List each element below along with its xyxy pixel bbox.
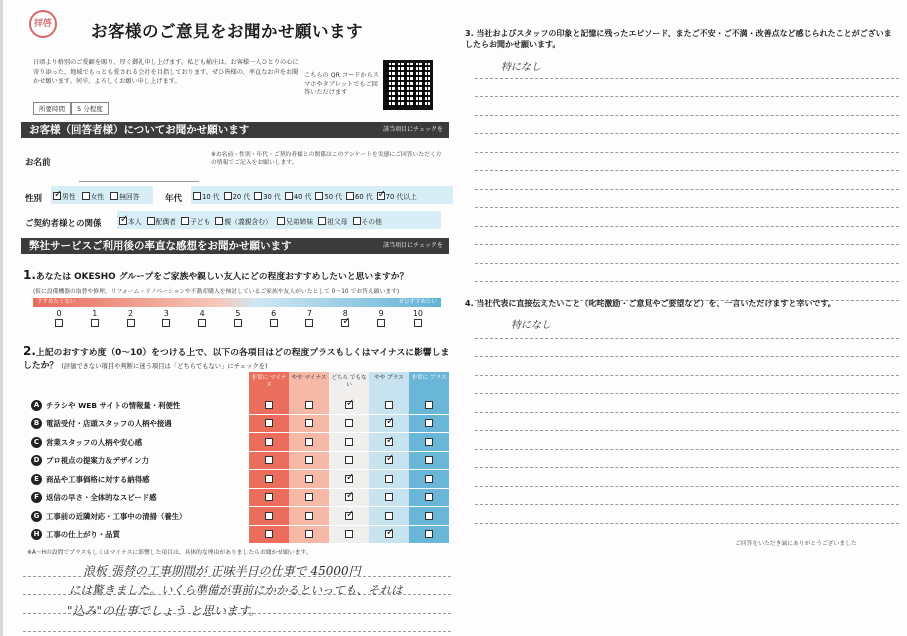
age-checkbox[interactable] xyxy=(193,192,201,200)
gender-option-label: 無回答 xyxy=(119,193,140,201)
rating-checkbox[interactable] xyxy=(265,530,273,538)
age-options xyxy=(193,191,417,201)
age-option[interactable] xyxy=(254,191,281,201)
age-option[interactable] xyxy=(346,191,373,201)
rating-checkbox[interactable] xyxy=(345,419,353,427)
answer-line[interactable] xyxy=(475,116,899,135)
answer-line[interactable] xyxy=(475,190,899,209)
scale-number: 4 xyxy=(199,309,205,318)
scale-checkbox[interactable] xyxy=(270,319,278,327)
rating-checkbox[interactable] xyxy=(345,493,353,501)
row-badge: B xyxy=(31,418,42,429)
row-text: 返信の早さ・全体的なスピード感 xyxy=(46,493,157,503)
intro-text: 日頃より格別のご愛顧を賜り、厚く御礼申し上げます。私ども桶庄は、お客様一人ひとりの心に寄り添った、地域でもっとも愛される会社を目指しております。ぜひ皆様の、率直なお声をお聞かせ願います。何卒、よろしくお願い申し上げます。 xyxy=(33,59,299,85)
rating-cell[interactable] xyxy=(409,433,449,452)
rating-checkbox[interactable] xyxy=(425,475,433,483)
relation-checkbox[interactable] xyxy=(119,217,127,225)
age-checkbox[interactable] xyxy=(224,192,232,200)
rating-checkbox[interactable] xyxy=(305,512,313,520)
row-text: 商品や工事価格に対する納得感 xyxy=(46,474,150,484)
gender-checkbox[interactable] xyxy=(110,192,118,200)
row-label xyxy=(31,492,249,503)
rating-checkbox[interactable] xyxy=(305,456,313,464)
rating-checkbox[interactable] xyxy=(425,493,433,501)
scale-checkbox[interactable] xyxy=(341,319,349,327)
rating-checkbox[interactable] xyxy=(305,475,313,483)
q4-title xyxy=(465,298,895,309)
relation-checkbox[interactable] xyxy=(353,217,361,225)
row-text: 営業スタッフの人柄や安心感 xyxy=(46,437,143,447)
scale-checkbox[interactable] xyxy=(414,319,422,327)
rating-checkbox[interactable] xyxy=(265,512,273,520)
age-option[interactable] xyxy=(377,191,417,201)
answer-line[interactable] xyxy=(475,245,899,264)
q2-number: 2. xyxy=(23,344,36,358)
relation-checkbox[interactable] xyxy=(318,217,326,225)
age-checkbox[interactable] xyxy=(285,192,293,200)
rating-checkbox[interactable] xyxy=(425,401,433,409)
rating-cell[interactable] xyxy=(289,415,329,434)
column-header: やや マイナス xyxy=(289,372,329,396)
relation-option[interactable] xyxy=(181,216,210,226)
age-label: 年代 xyxy=(165,194,183,204)
age-option[interactable] xyxy=(224,191,251,201)
scale-number: 9 xyxy=(378,309,384,318)
rating-cell[interactable] xyxy=(409,396,449,415)
recommend-scale xyxy=(33,298,441,327)
row-label xyxy=(31,511,249,522)
rating-checkbox[interactable] xyxy=(265,493,273,501)
scale-option[interactable] xyxy=(305,309,313,327)
scale-number: 5 xyxy=(235,309,241,318)
relation-checkbox[interactable] xyxy=(181,217,189,225)
rating-checkbox[interactable] xyxy=(345,401,353,409)
rating-checkbox[interactable] xyxy=(265,475,273,483)
age-option-label: 30 代 xyxy=(263,193,281,201)
rating-checkbox[interactable] xyxy=(345,475,353,483)
relation-option[interactable] xyxy=(353,216,382,226)
rating-cell[interactable] xyxy=(369,396,409,415)
rating-checkbox[interactable] xyxy=(345,512,353,520)
relation-option-label: 親（義親含む） xyxy=(224,218,272,226)
table-row xyxy=(31,433,453,452)
answer-line[interactable] xyxy=(475,394,899,413)
rating-checkbox[interactable] xyxy=(305,401,313,409)
answer-line[interactable] xyxy=(475,431,899,450)
rating-cell[interactable] xyxy=(409,470,449,489)
section1-header xyxy=(21,122,449,138)
rating-checkbox[interactable] xyxy=(385,438,393,446)
relation-options xyxy=(119,216,382,226)
scale-checkbox[interactable] xyxy=(91,319,99,327)
handwritten-line-1: 浪板 張替の工事期間が 正味半日の仕事で 45000円 xyxy=(83,564,361,578)
q3-text: 当社およびスタッフの印象と記憶に残ったエピソード、またご不安・ご不満・改善点など感じられたことがございましたらお聞かせ願います。 xyxy=(465,29,892,49)
table-row xyxy=(31,507,453,526)
row-badge: F xyxy=(31,492,42,503)
rating-checkbox[interactable] xyxy=(345,530,353,538)
gender-checkbox[interactable] xyxy=(53,192,61,200)
answer-line[interactable] xyxy=(475,208,899,227)
scale-checkbox[interactable] xyxy=(127,319,135,327)
age-option-label: 40 代 xyxy=(293,193,312,201)
rating-checkbox[interactable] xyxy=(385,401,393,409)
rating-checkbox[interactable] xyxy=(265,419,273,427)
row-text: 工事の仕上がり・品質 xyxy=(46,530,120,540)
table-row xyxy=(31,470,453,489)
scale-number: 1 xyxy=(92,309,98,318)
rating-cell[interactable] xyxy=(249,396,289,415)
gender-options xyxy=(53,191,140,201)
scale-number: 2 xyxy=(128,309,134,318)
rating-checkbox[interactable] xyxy=(305,530,313,538)
rating-cell[interactable] xyxy=(409,526,449,545)
impact-table-body xyxy=(31,396,453,544)
column-header: どちら でもない xyxy=(329,372,369,396)
section2-title: 弊社サービスご利用後の率直な感想をお聞かせ願います xyxy=(29,240,292,252)
relation-option[interactable] xyxy=(215,216,272,226)
answer-line[interactable] xyxy=(475,450,899,469)
age-option-label: 70 代以上 xyxy=(385,193,417,201)
rating-checkbox[interactable] xyxy=(305,493,313,501)
rating-checkbox[interactable] xyxy=(385,512,393,520)
rating-cell[interactable] xyxy=(289,396,329,415)
q3-number: 3. xyxy=(465,29,474,38)
rating-cell[interactable] xyxy=(289,526,329,545)
relation-option-label: 配偶者 xyxy=(155,218,176,226)
scale-option[interactable] xyxy=(341,309,349,327)
answer-line[interactable] xyxy=(475,264,899,283)
gender-option[interactable] xyxy=(110,191,139,201)
table-row xyxy=(31,489,453,508)
answer-line[interactable] xyxy=(475,171,899,190)
rating-cell[interactable] xyxy=(409,415,449,434)
row-text: 電話受付・店頭スタッフの人柄や接遇 xyxy=(46,419,172,429)
row-badge: A xyxy=(31,400,42,411)
scale-number: 10 xyxy=(412,309,423,318)
rating-cell[interactable] xyxy=(329,470,369,489)
scale-number: 0 xyxy=(56,309,62,318)
rating-cell[interactable] xyxy=(249,489,289,508)
answer-line[interactable] xyxy=(475,487,899,506)
rating-checkbox[interactable] xyxy=(425,438,433,446)
q1-title xyxy=(23,268,408,282)
stamp-seal: 拝啓 xyxy=(29,10,57,38)
rating-cell[interactable] xyxy=(329,452,369,471)
age-option-label: 10 代 xyxy=(202,193,220,201)
age-checkbox[interactable] xyxy=(346,192,354,200)
rating-checkbox[interactable] xyxy=(265,438,273,446)
row-label xyxy=(31,418,249,429)
scale-checkbox[interactable] xyxy=(55,319,63,327)
answer-line[interactable] xyxy=(475,60,899,79)
time-value: 5 分程度 xyxy=(71,102,109,115)
rating-cell[interactable] xyxy=(369,526,409,545)
answer-line[interactable] xyxy=(475,134,899,153)
scale-option[interactable] xyxy=(377,309,385,327)
rating-checkbox[interactable] xyxy=(385,419,393,427)
rating-cell[interactable] xyxy=(289,507,329,526)
scale-option[interactable] xyxy=(413,309,423,327)
age-option-label: 20 代 xyxy=(232,193,251,201)
answer-line[interactable] xyxy=(475,468,899,487)
gender-option-label: 男性 xyxy=(62,193,76,201)
rating-cell[interactable] xyxy=(369,507,409,526)
age-option[interactable] xyxy=(315,191,342,201)
relation-option[interactable] xyxy=(119,216,142,226)
q4-answer-lines[interactable] xyxy=(475,320,899,524)
q3-answer-lines[interactable] xyxy=(475,60,899,301)
relation-option-label: 子ども xyxy=(189,218,211,226)
section2-check-note: 該当項目にチェックを xyxy=(383,242,443,249)
qr-caption: こちらの QR コードからスマホやタブレットでもご回答いただけます xyxy=(304,72,379,96)
qr-code-icon[interactable] xyxy=(383,60,433,110)
scale-gradient-bar xyxy=(33,298,441,307)
rating-checkbox[interactable] xyxy=(385,456,393,464)
q4-answer: 特になし xyxy=(511,320,551,331)
section1-check-note: 該当項目にチェックを xyxy=(383,126,443,133)
handwritten-line-2: には驚きました。いくら準備が事前にかかるといっても、それは xyxy=(69,583,403,597)
q2-title xyxy=(23,345,451,373)
rating-checkbox[interactable] xyxy=(305,438,313,446)
scale-high-label: ぜひすすめたい xyxy=(398,299,437,305)
table-row xyxy=(31,526,453,545)
age-option[interactable] xyxy=(285,191,312,201)
answer-line[interactable] xyxy=(475,376,899,395)
row-badge: H xyxy=(31,529,42,540)
q2-note: (評価できない項目や判断に迷う項目は「どちらでもない」にチェックを) xyxy=(61,363,268,370)
scale-option[interactable] xyxy=(234,309,242,327)
row-label xyxy=(31,455,249,466)
rating-cell[interactable] xyxy=(249,470,289,489)
row-label xyxy=(31,474,249,485)
q2-text: 上記のおすすめ度（0〜10）をつける上で、以下の各項目はどの程度プラスもしくはマイナスに影響しましたか？ xyxy=(23,348,450,371)
rating-cell[interactable] xyxy=(249,433,289,452)
scale-option[interactable] xyxy=(270,309,278,327)
q1-note: (仮に設備機器の取替や修理、リフォーム・リノベーションや不動産購入を検討しているご家族や友人がいたとして 0〜10 でお答え願います) xyxy=(33,289,400,295)
rating-cell[interactable] xyxy=(249,452,289,471)
rating-checkbox[interactable] xyxy=(385,493,393,501)
rating-checkbox[interactable] xyxy=(345,456,353,464)
answer-line[interactable] xyxy=(475,357,899,376)
rating-cell[interactable] xyxy=(329,507,369,526)
answer-line[interactable] xyxy=(475,320,899,339)
scale-number: 8 xyxy=(342,309,348,318)
rating-cell[interactable] xyxy=(249,526,289,545)
scale-numbers xyxy=(33,307,441,327)
name-note: ※お名前・性別・年代・ご契約者様との関係はこのアンケートを実態にご回答いただく方の情報でご記入をお願いします。 xyxy=(211,152,442,166)
age-option-label: 50 代 xyxy=(324,193,343,201)
handwritten-line-3: "込み"の仕事でしょう と思います。 xyxy=(67,604,261,618)
rating-cell[interactable] xyxy=(329,526,369,545)
answer-line[interactable] xyxy=(475,505,899,524)
rating-checkbox[interactable] xyxy=(265,401,273,409)
row-badge: G xyxy=(31,511,42,522)
thanks-note: ご回答をいただき誠にありがとうございました xyxy=(735,541,857,547)
scale-number: 6 xyxy=(271,309,277,318)
scale-checkbox[interactable] xyxy=(234,319,242,327)
scale-checkbox[interactable] xyxy=(162,319,170,327)
q1-number: 1. xyxy=(23,268,36,282)
scale-number: 3 xyxy=(163,309,169,318)
scale-checkbox[interactable] xyxy=(377,319,385,327)
age-checkbox[interactable] xyxy=(377,192,385,200)
age-option-label: 60 代 xyxy=(355,193,373,201)
row-label xyxy=(31,529,249,540)
time-estimate xyxy=(33,102,109,115)
rating-checkbox[interactable] xyxy=(305,419,313,427)
rating-cell[interactable] xyxy=(249,507,289,526)
scale-option[interactable] xyxy=(198,309,206,327)
q3-answer: 特になし xyxy=(501,62,541,73)
rating-cell[interactable] xyxy=(409,489,449,508)
relation-option-label: 兄弟姉妹 xyxy=(285,218,314,226)
answer-line[interactable] xyxy=(475,79,899,98)
rating-cell[interactable] xyxy=(289,433,329,452)
rating-checkbox[interactable] xyxy=(385,530,393,538)
table-row xyxy=(31,415,453,434)
relation-option-label: 祖父母 xyxy=(327,218,348,226)
rating-cell[interactable] xyxy=(369,433,409,452)
rating-checkbox[interactable] xyxy=(425,530,433,538)
scale-option[interactable] xyxy=(91,309,99,327)
table-row xyxy=(31,396,453,415)
section2-header xyxy=(21,238,449,254)
rating-cell[interactable] xyxy=(329,433,369,452)
page-title: お客様のご意見をお聞かせ願います xyxy=(91,22,363,41)
q4-number: 4. xyxy=(465,299,474,308)
rating-checkbox[interactable] xyxy=(425,512,433,520)
age-option[interactable] xyxy=(193,191,220,201)
q1-text: あなたは OKESHO グループをご家族や親しい友人にどの程度おすすめしたいと思いますか？ xyxy=(35,272,409,282)
scale-number: 7 xyxy=(306,309,313,318)
answer-line[interactable] xyxy=(475,97,899,116)
q4-text: 当社代表に直接伝えたいこと（叱咤激励・ご意見やご要望など）を、一言いただけますと幸いです。 xyxy=(476,299,836,308)
relation-checkbox[interactable] xyxy=(277,217,285,225)
relation-option[interactable] xyxy=(147,216,176,226)
rating-cell[interactable] xyxy=(329,415,369,434)
rating-cell[interactable] xyxy=(249,415,289,434)
answer-line[interactable] xyxy=(475,413,899,432)
ah-footnote: ※A〜Hの設問でプラスもしくはマイナスに影響した項目は、具体的な理由がありましたらお聞かせ願います。 xyxy=(27,550,312,556)
rating-cell[interactable] xyxy=(369,489,409,508)
relation-option[interactable] xyxy=(277,216,313,226)
relation-option[interactable] xyxy=(318,216,347,226)
scale-option[interactable] xyxy=(127,309,135,327)
rating-cell[interactable] xyxy=(409,452,449,471)
scale-option[interactable] xyxy=(162,309,170,327)
scale-option[interactable] xyxy=(55,309,63,327)
row-text: 工事前の近隣対応・工事中の清掃（養生） xyxy=(46,511,187,521)
row-label xyxy=(31,437,249,448)
relation-option-label: その他 xyxy=(361,218,382,226)
rating-checkbox[interactable] xyxy=(345,438,353,446)
relation-checkbox[interactable] xyxy=(147,217,155,225)
row-badge: C xyxy=(31,437,42,448)
relation-option-label: 本人 xyxy=(128,218,142,226)
answer-line[interactable] xyxy=(475,153,899,172)
scale-checkbox[interactable] xyxy=(305,319,313,327)
time-label: 所要時間 xyxy=(33,102,71,115)
gender-option[interactable] xyxy=(82,191,105,201)
rating-cell[interactable] xyxy=(369,470,409,489)
relation-label: ご契約者様との関係 xyxy=(25,219,102,229)
name-field[interactable] xyxy=(79,170,199,182)
row-label xyxy=(31,400,249,411)
gender-checkbox[interactable] xyxy=(82,192,90,200)
q3-title xyxy=(465,28,895,50)
column-header: 非常に マイナス xyxy=(249,372,289,396)
rating-cell[interactable] xyxy=(289,470,329,489)
age-checkbox[interactable] xyxy=(254,192,262,200)
rating-checkbox[interactable] xyxy=(265,456,273,464)
section1-title: お客様（回答者様）についてお聞かせ願います xyxy=(29,124,250,136)
rating-cell[interactable] xyxy=(409,507,449,526)
row-badge: D xyxy=(31,455,42,466)
gender-option[interactable] xyxy=(53,191,76,201)
gender-label: 性別 xyxy=(25,194,43,204)
rating-cell[interactable] xyxy=(329,396,369,415)
column-header: やや プラス xyxy=(369,372,409,396)
scale-low-label: すすめたくない xyxy=(37,299,76,305)
rating-cell[interactable] xyxy=(289,489,329,508)
table-row xyxy=(31,452,453,471)
answer-line[interactable] xyxy=(475,227,899,246)
rating-checkbox[interactable] xyxy=(385,475,393,483)
rating-checkbox[interactable] xyxy=(425,456,433,464)
row-text: チラシや WEB サイトの情報量・利便性 xyxy=(46,400,181,410)
answer-line[interactable] xyxy=(475,339,899,358)
age-checkbox[interactable] xyxy=(315,192,323,200)
gender-option-label: 女性 xyxy=(90,193,105,201)
impact-table-header xyxy=(249,372,453,396)
name-label: お名前 xyxy=(25,158,51,168)
impact-table xyxy=(31,372,453,544)
row-badge: E xyxy=(31,474,42,485)
rating-cell[interactable] xyxy=(369,415,409,434)
column-header: 非常に プラス xyxy=(409,372,449,396)
relation-checkbox[interactable] xyxy=(215,217,223,225)
row-text: プロ視点の提案力＆デザイン力 xyxy=(46,456,149,466)
scale-checkbox[interactable] xyxy=(198,319,206,327)
rating-cell[interactable] xyxy=(369,452,409,471)
rating-checkbox[interactable] xyxy=(425,419,433,427)
rating-cell[interactable] xyxy=(329,489,369,508)
rating-cell[interactable] xyxy=(289,452,329,471)
